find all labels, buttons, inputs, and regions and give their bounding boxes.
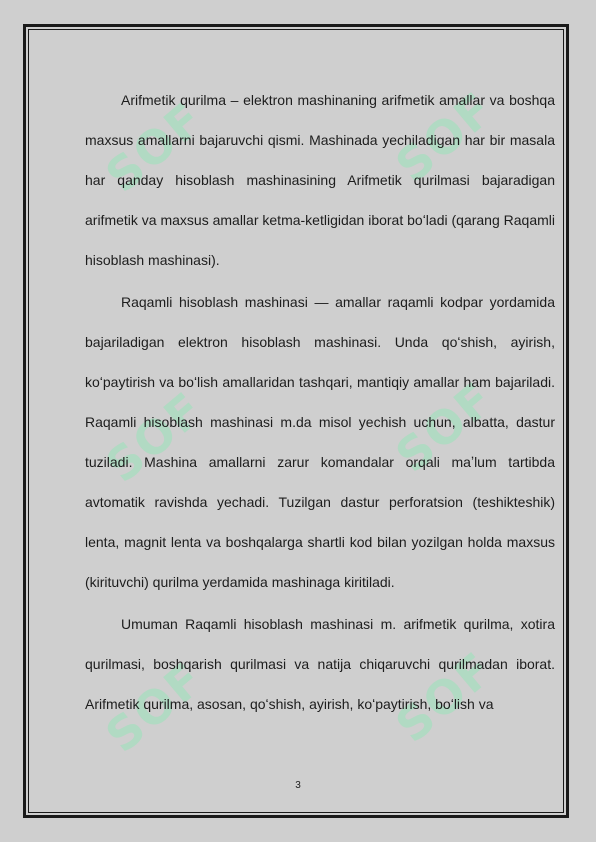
watermark: SOF xyxy=(385,641,505,753)
watermark: SOF xyxy=(95,381,215,493)
paragraph: Umuman Raqamli hisoblash mashinasi m. arifmetik qurilma, xotira qurilmasi, boshqarish qurilmasi va natija chiqaruvchi qurilmadan iborat. Arifmetik qurilma, asosan, qoʻshish, ayirish, koʻpaytirish, boʻlish va xyxy=(85,616,555,712)
watermark: SOF xyxy=(385,81,505,193)
watermark: SOF xyxy=(95,651,215,763)
watermark: SOF xyxy=(95,91,215,203)
paragraph: Arifmetik qurilma – elektron mashinaning arifmetik amallar va boshqa maxsus amallarni bajaruvchi qismi. Mashinada yechiladigan har bir masala har qanday hisoblash mashinasining Arifmetik qurilmasi bajaradigan arifmetik va maxsus amallar ketma-ketligidan iborat boʻladi (qarang Raqamli hisoblash mashinasi). xyxy=(85,92,555,268)
watermark: SOF xyxy=(385,371,505,483)
paragraph: Raqamli hisoblash mashinasi — amallar raqamli kodpar yordamida bajariladigan elektron hisoblash mashinasi. Unda qoʻshish, ayirish, koʻpaytirish va boʻlish amallaridan tashqari, mantiqiy amallar ham bajariladi. Raqamli hisoblash mashinasi m.da misol yechish uchun, albatta, dastur tuziladi. Mashina amallarni zarur komandalar orqali maʼlum tartibda avtomatik ravishda yechadi. Tuzilgan dastur perforatsion (teshikteshik) lenta, magnit lenta va boshqalarga shartli kod bilan yozilgan holda maxsus (kirituvchi) qurilma yerdamida mashinaga kiritiladi. xyxy=(85,294,555,590)
page-number: 3 xyxy=(295,780,301,791)
body-text xyxy=(85,80,555,726)
